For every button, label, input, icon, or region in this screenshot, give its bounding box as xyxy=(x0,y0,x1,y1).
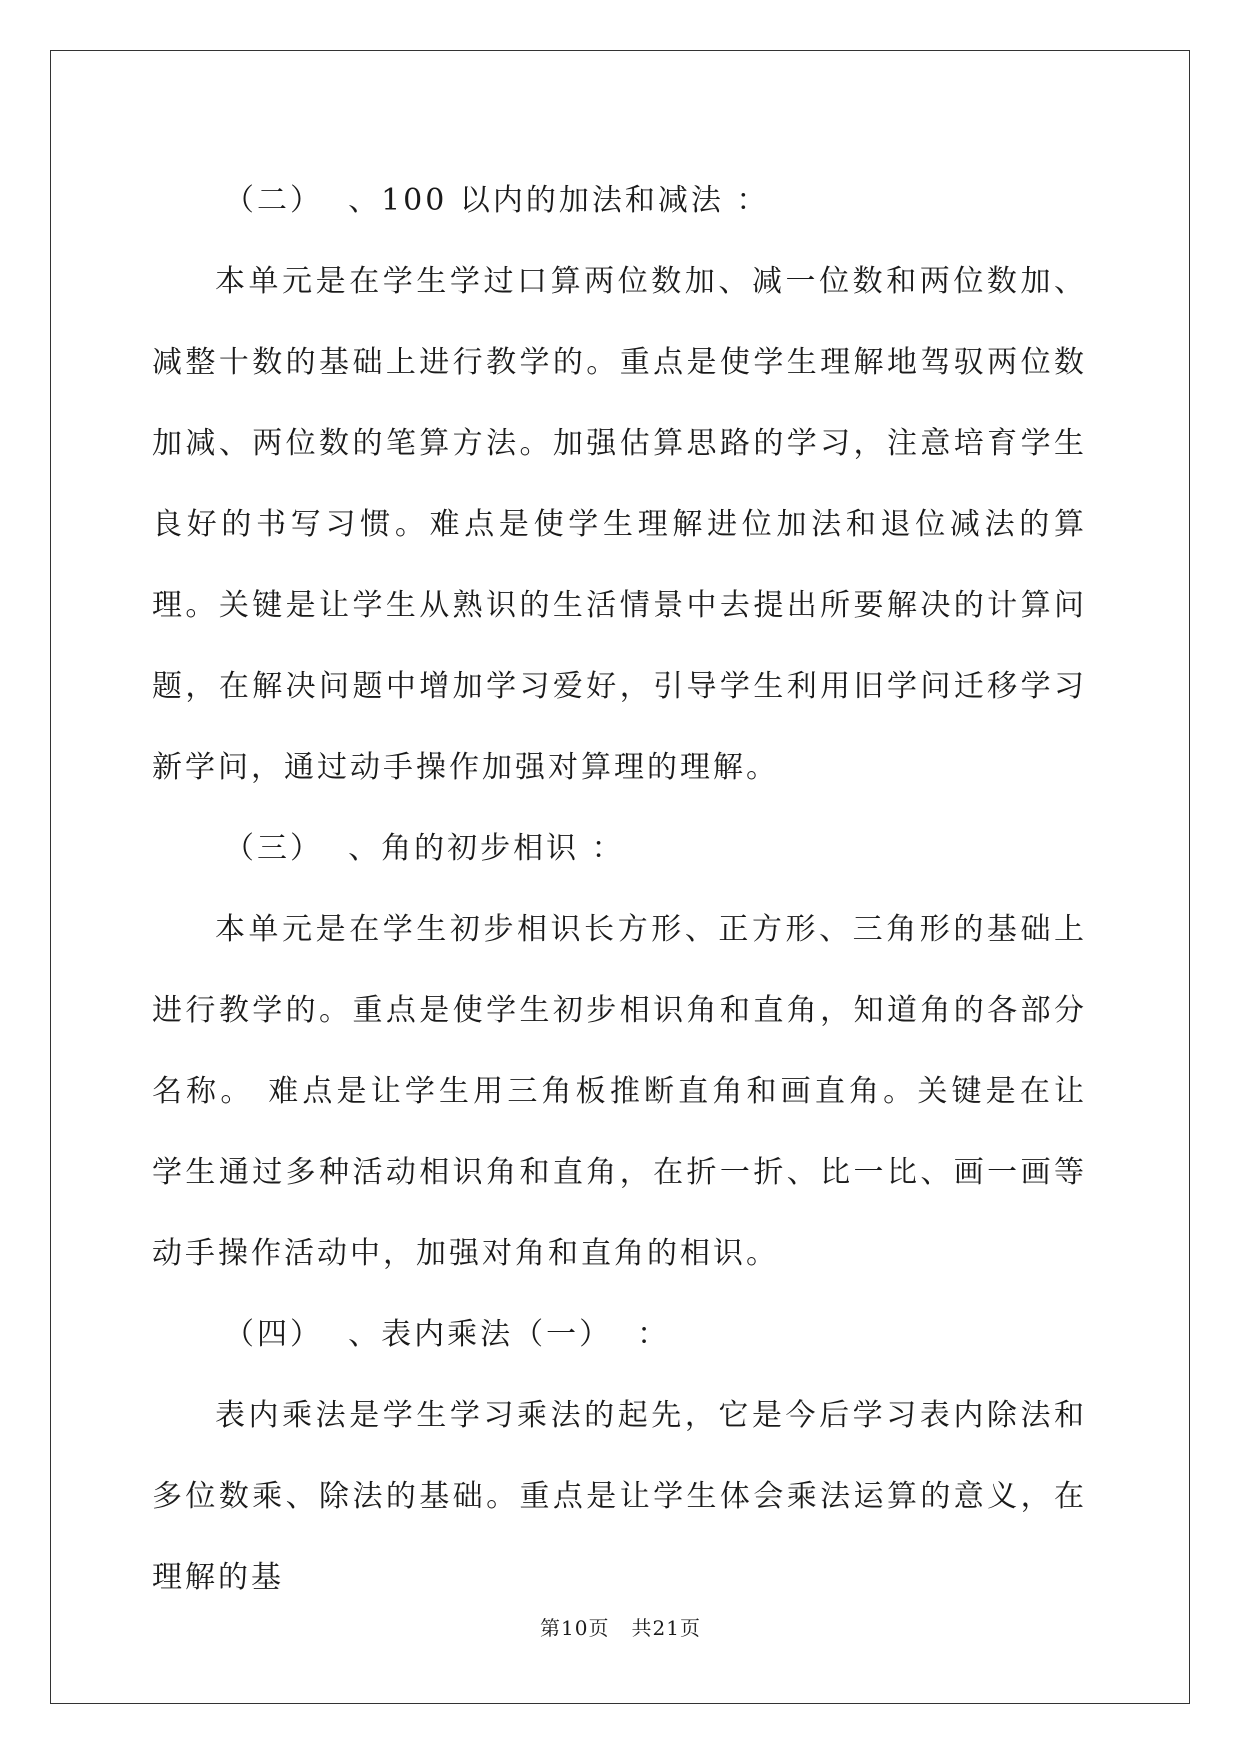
section-paragraph-3: 本单元是在学生初步相识长方形、正方形、三角形的基础上进行教学的。重点是使学生初步相识角和直角，知道角的各部分名称。 难点是让学生用三角板推断直角和画直角。关键是在让学生通过多种活动相识角和直角，在折一折、比一比、画一画等动手操作活动中，加强对角和直角的相识。 xyxy=(152,912,1087,1271)
section-heading-2: （二） 、100 以内的加法和减法 ： xyxy=(224,183,770,218)
page-number-footer: 第10页 共21页 xyxy=(540,1616,701,1640)
section-paragraph-4: 表内乘法是学生学习乘法的起先，它是今后学习表内除法和多位数乘、除法的基础。重点是让学生体会乘法运算的意义，在理解的基 xyxy=(152,1398,1087,1595)
document-body xyxy=(152,160,1087,1618)
section-paragraph-2: 本单元是在学生学过口算两位数加、减一位数和两位数加、减整十数的基础上进行教学的。重点是使学生理解地驾驭两位数加减、两位数的笔算方法。加强估算思路的学习，注意培育学生良好的书写习惯。难点是使学生理解进位加法和退位减法的算理。关键是让学生从熟识的生活情景中去提出所要解决的计算问题，在解决问题中增加学习爱好，引导学生利用旧学问迁移学习新学问，通过动手操作加强对算理的理解。 xyxy=(152,264,1087,785)
section-heading-3: （三） 、角的初步相识 ： xyxy=(224,831,625,866)
section-heading-4: （四） 、表内乘法（一） ： xyxy=(224,1317,671,1352)
